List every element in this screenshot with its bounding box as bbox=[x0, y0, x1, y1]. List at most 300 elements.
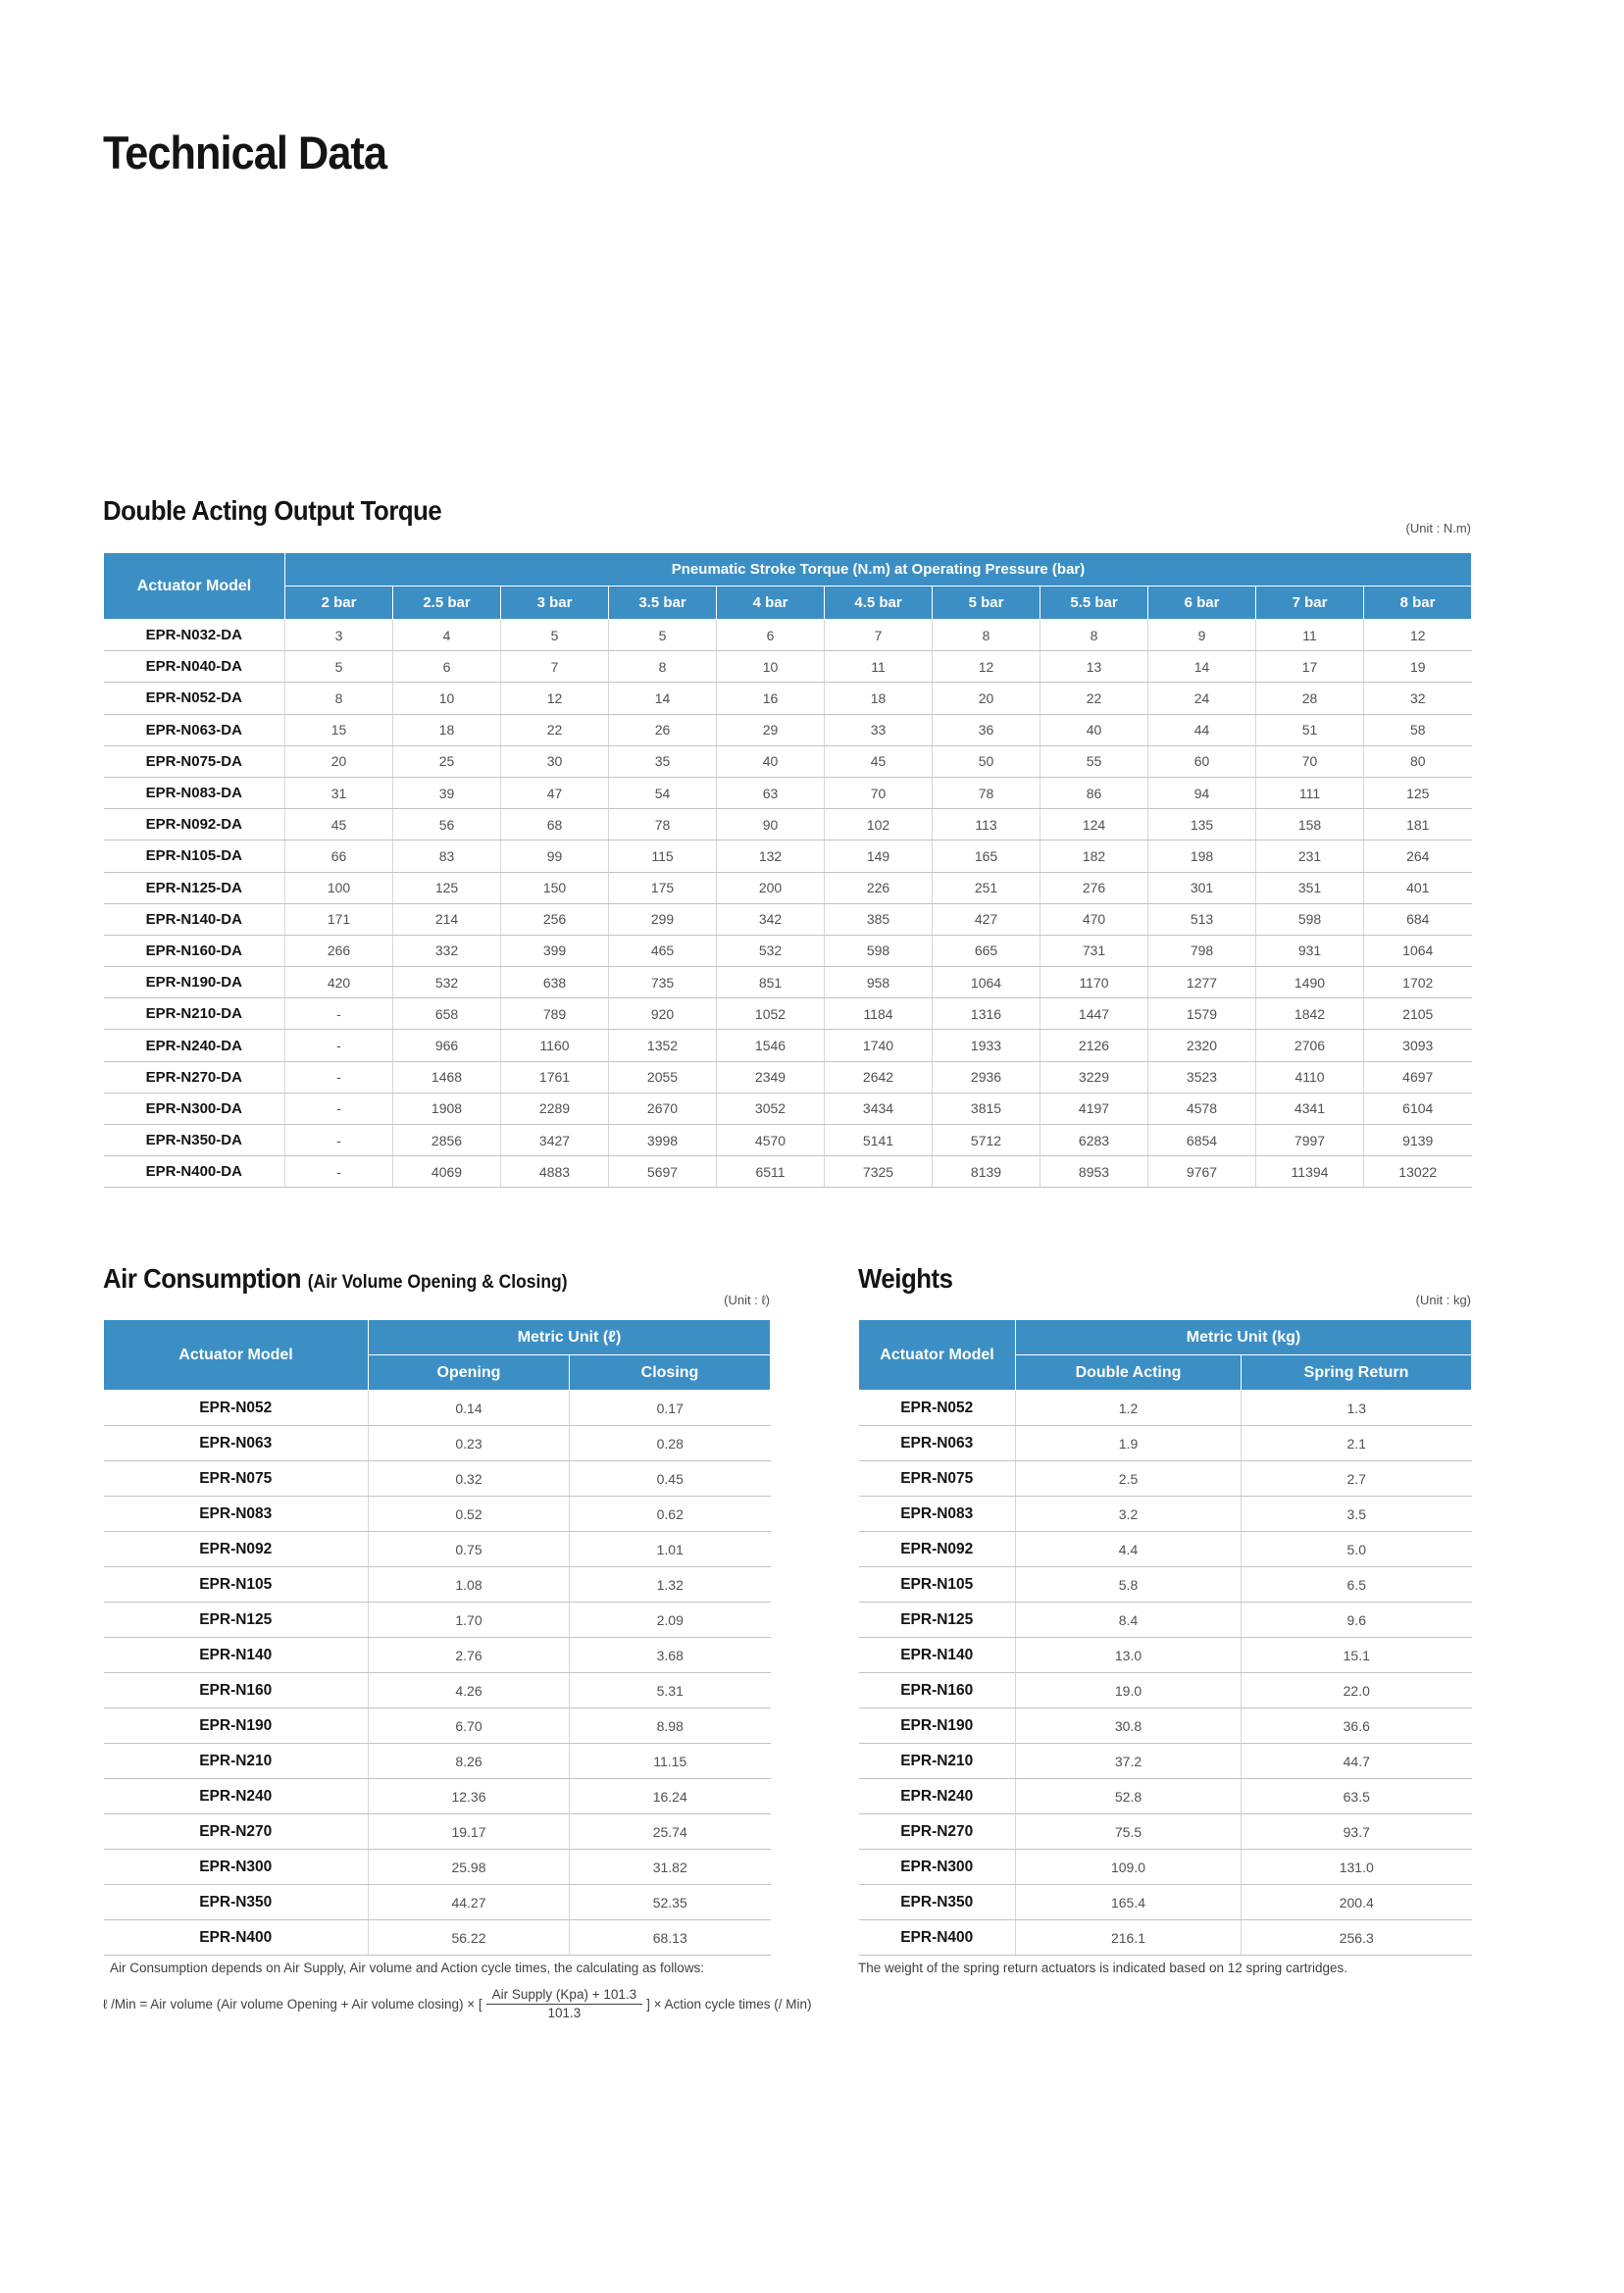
model-cell: EPR-N092 bbox=[859, 1532, 1016, 1567]
value-cell: 28 bbox=[1256, 683, 1364, 714]
value-cell: 0.17 bbox=[570, 1391, 771, 1426]
air-footnote: Air Consumption depends on Air Supply, Air volume and Action cycle times, the calculating as follows: bbox=[110, 1961, 705, 1975]
value-cell: 0.52 bbox=[369, 1497, 570, 1532]
value-cell: 3434 bbox=[825, 1093, 933, 1124]
pressure-column-header: 4 bar bbox=[717, 586, 825, 620]
pressure-column-header: 2.5 bar bbox=[393, 586, 501, 620]
value-cell: 37.2 bbox=[1016, 1744, 1242, 1779]
value-cell: 7 bbox=[501, 651, 609, 683]
value-cell: 2.5 bbox=[1016, 1461, 1242, 1497]
value-cell: 1546 bbox=[717, 1030, 825, 1061]
value-cell: 51 bbox=[1256, 714, 1364, 745]
table-row bbox=[859, 1744, 1472, 1779]
value-cell: 1184 bbox=[825, 998, 933, 1030]
value-cell: 351 bbox=[1256, 872, 1364, 903]
table-row bbox=[104, 903, 1472, 935]
value-cell: 3523 bbox=[1148, 1061, 1256, 1093]
table-row bbox=[859, 1567, 1472, 1603]
model-cell: EPR-N190 bbox=[859, 1708, 1016, 1744]
value-cell: 5.8 bbox=[1016, 1567, 1242, 1603]
value-cell: 86 bbox=[1040, 777, 1148, 808]
value-cell: 131.0 bbox=[1242, 1850, 1472, 1885]
value-cell: 12 bbox=[501, 683, 609, 714]
value-cell: 115 bbox=[609, 841, 717, 872]
pressure-column-header: 5.5 bar bbox=[1040, 586, 1148, 620]
model-cell: EPR-N210 bbox=[859, 1744, 1016, 1779]
value-cell: 1761 bbox=[501, 1061, 609, 1093]
value-cell: 149 bbox=[825, 841, 933, 872]
model-cell: EPR-N075 bbox=[859, 1461, 1016, 1497]
model-cell: EPR-N270 bbox=[859, 1814, 1016, 1850]
value-cell: 99 bbox=[501, 841, 609, 872]
formula-rhs: ] × Action cycle times (/ Min) bbox=[646, 1997, 812, 2013]
table-row bbox=[104, 1885, 771, 1920]
table-row bbox=[104, 1673, 771, 1708]
value-cell: 2.7 bbox=[1242, 1461, 1472, 1497]
value-cell: 10 bbox=[393, 683, 501, 714]
value-cell: 182 bbox=[1040, 841, 1148, 872]
value-cell: 598 bbox=[1256, 903, 1364, 935]
spring-return-column-header: Spring Return bbox=[1242, 1355, 1472, 1391]
air-section-title-text: Air Consumption bbox=[103, 1263, 302, 1294]
table-row bbox=[104, 841, 1472, 872]
value-cell: 1052 bbox=[717, 998, 825, 1030]
value-cell: 6854 bbox=[1148, 1125, 1256, 1156]
value-cell: 4.26 bbox=[369, 1673, 570, 1708]
value-cell: 6104 bbox=[1364, 1093, 1472, 1124]
table-row bbox=[104, 1391, 771, 1426]
weights-section-title: Weights bbox=[858, 1263, 953, 1294]
weights-model-column-header: Actuator Model bbox=[859, 1320, 1016, 1391]
model-cell: EPR-N160 bbox=[104, 1673, 369, 1708]
table-row bbox=[104, 1426, 771, 1461]
value-cell: - bbox=[285, 998, 393, 1030]
value-cell: 214 bbox=[393, 903, 501, 935]
value-cell: 36 bbox=[933, 714, 1040, 745]
value-cell: 2936 bbox=[933, 1061, 1040, 1093]
torque-table bbox=[103, 552, 1472, 1188]
value-cell: 3.68 bbox=[570, 1638, 771, 1673]
value-cell: 56 bbox=[393, 809, 501, 841]
value-cell: 40 bbox=[717, 745, 825, 777]
model-cell: EPR-N083-DA bbox=[104, 777, 285, 808]
table-row bbox=[104, 967, 1472, 998]
air-section-title bbox=[103, 1263, 568, 1295]
model-cell: EPR-N190 bbox=[104, 1708, 369, 1744]
model-cell: EPR-N083 bbox=[859, 1497, 1016, 1532]
value-cell: 25 bbox=[393, 745, 501, 777]
value-cell: 8.98 bbox=[570, 1708, 771, 1744]
model-cell: EPR-N052 bbox=[859, 1391, 1016, 1426]
value-cell: 36.6 bbox=[1242, 1708, 1472, 1744]
table-row bbox=[859, 1497, 1472, 1532]
value-cell: 102 bbox=[825, 809, 933, 841]
model-cell: EPR-N350 bbox=[104, 1885, 369, 1920]
value-cell: 1170 bbox=[1040, 967, 1148, 998]
value-cell: 9 bbox=[1148, 620, 1256, 651]
value-cell: - bbox=[285, 1125, 393, 1156]
value-cell: 684 bbox=[1364, 903, 1472, 935]
value-cell: - bbox=[285, 1156, 393, 1188]
value-cell: 470 bbox=[1040, 903, 1148, 935]
model-cell: EPR-N400 bbox=[104, 1920, 369, 1956]
value-cell: 132 bbox=[717, 841, 825, 872]
value-cell: 0.32 bbox=[369, 1461, 570, 1497]
model-cell: EPR-N063 bbox=[859, 1426, 1016, 1461]
model-cell: EPR-N125 bbox=[104, 1603, 369, 1638]
value-cell: 1316 bbox=[933, 998, 1040, 1030]
value-cell: 40 bbox=[1040, 714, 1148, 745]
value-cell: 226 bbox=[825, 872, 933, 903]
value-cell: 6511 bbox=[717, 1156, 825, 1188]
pressure-column-header: 4.5 bar bbox=[825, 586, 933, 620]
torque-model-column-header: Actuator Model bbox=[104, 553, 285, 620]
pressure-column-header: 2 bar bbox=[285, 586, 393, 620]
model-cell: EPR-N160-DA bbox=[104, 935, 285, 966]
value-cell: 532 bbox=[393, 967, 501, 998]
value-cell: 0.62 bbox=[570, 1497, 771, 1532]
table-row bbox=[859, 1885, 1472, 1920]
value-cell: 256.3 bbox=[1242, 1920, 1472, 1956]
double-acting-column-header: Double Acting bbox=[1016, 1355, 1242, 1391]
value-cell: 8.26 bbox=[369, 1744, 570, 1779]
pressure-column-header: 3 bar bbox=[501, 586, 609, 620]
value-cell: 1.32 bbox=[570, 1567, 771, 1603]
value-cell: 135 bbox=[1148, 809, 1256, 841]
closing-column-header: Closing bbox=[570, 1355, 771, 1391]
value-cell: 251 bbox=[933, 872, 1040, 903]
value-cell: 4 bbox=[393, 620, 501, 651]
table-row bbox=[104, 1779, 771, 1814]
value-cell: 266 bbox=[285, 935, 393, 966]
value-cell: 5141 bbox=[825, 1125, 933, 1156]
value-cell: 124 bbox=[1040, 809, 1148, 841]
value-cell: 399 bbox=[501, 935, 609, 966]
value-cell: 198 bbox=[1148, 841, 1256, 872]
value-cell: 1702 bbox=[1364, 967, 1472, 998]
value-cell: 83 bbox=[393, 841, 501, 872]
value-cell: 165.4 bbox=[1016, 1885, 1242, 1920]
value-cell: 5.0 bbox=[1242, 1532, 1472, 1567]
value-cell: 1.01 bbox=[570, 1532, 771, 1567]
value-cell: 966 bbox=[393, 1030, 501, 1061]
value-cell: 216.1 bbox=[1016, 1920, 1242, 1956]
model-cell: EPR-N075 bbox=[104, 1461, 369, 1497]
table-row bbox=[104, 1093, 1472, 1124]
table-row bbox=[104, 1850, 771, 1885]
value-cell: 17 bbox=[1256, 651, 1364, 683]
pressure-column-header: 8 bar bbox=[1364, 586, 1472, 620]
value-cell: 2.09 bbox=[570, 1603, 771, 1638]
value-cell: 2.76 bbox=[369, 1638, 570, 1673]
value-cell: 1064 bbox=[1364, 935, 1472, 966]
model-cell: EPR-N063 bbox=[104, 1426, 369, 1461]
value-cell: 1277 bbox=[1148, 967, 1256, 998]
formula-denominator: 101.3 bbox=[547, 2006, 582, 2021]
value-cell: 1352 bbox=[609, 1030, 717, 1061]
value-cell: 63 bbox=[717, 777, 825, 808]
value-cell: 125 bbox=[393, 872, 501, 903]
value-cell: 4.4 bbox=[1016, 1532, 1242, 1567]
value-cell: 2320 bbox=[1148, 1030, 1256, 1061]
value-cell: 332 bbox=[393, 935, 501, 966]
model-cell: EPR-N105 bbox=[859, 1567, 1016, 1603]
value-cell: 25.98 bbox=[369, 1850, 570, 1885]
model-cell: EPR-N105-DA bbox=[104, 841, 285, 872]
formula-fraction bbox=[486, 1987, 642, 2021]
value-cell: 1842 bbox=[1256, 998, 1364, 1030]
value-cell: 264 bbox=[1364, 841, 1472, 872]
value-cell: 94 bbox=[1148, 777, 1256, 808]
value-cell: 731 bbox=[1040, 935, 1148, 966]
value-cell: 598 bbox=[825, 935, 933, 966]
value-cell: 3093 bbox=[1364, 1030, 1472, 1061]
table-row bbox=[859, 1708, 1472, 1744]
value-cell: 19.17 bbox=[369, 1814, 570, 1850]
table-row bbox=[859, 1603, 1472, 1638]
weights-unit-label: (Unit : kg) bbox=[1415, 1293, 1471, 1307]
table-row bbox=[104, 1125, 1472, 1156]
model-cell: EPR-N300 bbox=[104, 1850, 369, 1885]
value-cell: 13022 bbox=[1364, 1156, 1472, 1188]
value-cell: 2706 bbox=[1256, 1030, 1364, 1061]
value-cell: 70 bbox=[825, 777, 933, 808]
page-title: Technical Data bbox=[103, 127, 387, 178]
model-cell: EPR-N270-DA bbox=[104, 1061, 285, 1093]
value-cell: 200 bbox=[717, 872, 825, 903]
value-cell: 3998 bbox=[609, 1125, 717, 1156]
value-cell: 9.6 bbox=[1242, 1603, 1472, 1638]
table-row bbox=[104, 777, 1472, 808]
value-cell: 1740 bbox=[825, 1030, 933, 1061]
value-cell: 0.75 bbox=[369, 1532, 570, 1567]
pressure-column-header: 7 bar bbox=[1256, 586, 1364, 620]
value-cell: 4197 bbox=[1040, 1093, 1148, 1124]
table-row bbox=[104, 745, 1472, 777]
model-cell: EPR-N240 bbox=[859, 1779, 1016, 1814]
table-row bbox=[104, 620, 1472, 651]
value-cell: 22.0 bbox=[1242, 1673, 1472, 1708]
value-cell: 789 bbox=[501, 998, 609, 1030]
value-cell: 3052 bbox=[717, 1093, 825, 1124]
model-cell: EPR-N125 bbox=[859, 1603, 1016, 1638]
table-row bbox=[104, 935, 1472, 966]
air-formula bbox=[103, 1987, 812, 2021]
value-cell: 6.5 bbox=[1242, 1567, 1472, 1603]
value-cell: 8 bbox=[933, 620, 1040, 651]
value-cell: 401 bbox=[1364, 872, 1472, 903]
model-cell: EPR-N052-DA bbox=[104, 683, 285, 714]
value-cell: 465 bbox=[609, 935, 717, 966]
value-cell: 29 bbox=[717, 714, 825, 745]
value-cell: 4697 bbox=[1364, 1061, 1472, 1093]
value-cell: 50 bbox=[933, 745, 1040, 777]
value-cell: 1.70 bbox=[369, 1603, 570, 1638]
value-cell: 60 bbox=[1148, 745, 1256, 777]
value-cell: 16 bbox=[717, 683, 825, 714]
table-row bbox=[104, 1638, 771, 1673]
table-row bbox=[104, 683, 1472, 714]
model-cell: EPR-N063-DA bbox=[104, 714, 285, 745]
value-cell: 420 bbox=[285, 967, 393, 998]
value-cell: 4570 bbox=[717, 1125, 825, 1156]
value-cell: 4110 bbox=[1256, 1061, 1364, 1093]
table-row bbox=[859, 1814, 1472, 1850]
model-cell: EPR-N400 bbox=[859, 1920, 1016, 1956]
value-cell: 931 bbox=[1256, 935, 1364, 966]
model-cell: EPR-N105 bbox=[104, 1567, 369, 1603]
pressure-column-header: 3.5 bar bbox=[609, 586, 717, 620]
value-cell: 56.22 bbox=[369, 1920, 570, 1956]
value-cell: 14 bbox=[1148, 651, 1256, 683]
value-cell: 958 bbox=[825, 967, 933, 998]
table-row bbox=[104, 1030, 1472, 1061]
value-cell: 31 bbox=[285, 777, 393, 808]
value-cell: 2349 bbox=[717, 1061, 825, 1093]
value-cell: 13 bbox=[1040, 651, 1148, 683]
value-cell: 665 bbox=[933, 935, 1040, 966]
value-cell: - bbox=[285, 1061, 393, 1093]
weights-table bbox=[858, 1319, 1472, 1956]
table-row bbox=[104, 1567, 771, 1603]
air-section-subtitle: (Air Volume Opening & Closing) bbox=[307, 1272, 568, 1293]
model-cell: EPR-N350-DA bbox=[104, 1125, 285, 1156]
model-cell: EPR-N210-DA bbox=[104, 998, 285, 1030]
value-cell: 32 bbox=[1364, 683, 1472, 714]
value-cell: 165 bbox=[933, 841, 1040, 872]
value-cell: 30 bbox=[501, 745, 609, 777]
value-cell: 1064 bbox=[933, 967, 1040, 998]
value-cell: 15.1 bbox=[1242, 1638, 1472, 1673]
table-row bbox=[104, 1603, 771, 1638]
value-cell: 2642 bbox=[825, 1061, 933, 1093]
value-cell: 45 bbox=[285, 809, 393, 841]
value-cell: 52.8 bbox=[1016, 1779, 1242, 1814]
value-cell: 100 bbox=[285, 872, 393, 903]
value-cell: 11 bbox=[825, 651, 933, 683]
model-cell: EPR-N160 bbox=[859, 1673, 1016, 1708]
model-cell: EPR-N083 bbox=[104, 1497, 369, 1532]
value-cell: 1908 bbox=[393, 1093, 501, 1124]
value-cell: 20 bbox=[285, 745, 393, 777]
value-cell: 7 bbox=[825, 620, 933, 651]
value-cell: 8 bbox=[285, 683, 393, 714]
value-cell: 2055 bbox=[609, 1061, 717, 1093]
value-cell: 39 bbox=[393, 777, 501, 808]
value-cell: 150 bbox=[501, 872, 609, 903]
value-cell: 2856 bbox=[393, 1125, 501, 1156]
value-cell: 1.2 bbox=[1016, 1391, 1242, 1426]
model-cell: EPR-N040-DA bbox=[104, 651, 285, 683]
value-cell: 11394 bbox=[1256, 1156, 1364, 1188]
model-cell: EPR-N350 bbox=[859, 1885, 1016, 1920]
table-row bbox=[104, 1156, 1472, 1188]
value-cell: 1447 bbox=[1040, 998, 1148, 1030]
value-cell: 3427 bbox=[501, 1125, 609, 1156]
value-cell: 6 bbox=[717, 620, 825, 651]
value-cell: 3815 bbox=[933, 1093, 1040, 1124]
value-cell: 1.08 bbox=[369, 1567, 570, 1603]
value-cell: 3.5 bbox=[1242, 1497, 1472, 1532]
value-cell: 125 bbox=[1364, 777, 1472, 808]
value-cell: 22 bbox=[501, 714, 609, 745]
value-cell: 12 bbox=[1364, 620, 1472, 651]
value-cell: 75.5 bbox=[1016, 1814, 1242, 1850]
model-cell: EPR-N140-DA bbox=[104, 903, 285, 935]
value-cell: 1.3 bbox=[1242, 1391, 1472, 1426]
weights-group-header: Metric Unit (kg) bbox=[1016, 1320, 1472, 1355]
value-cell: 66 bbox=[285, 841, 393, 872]
value-cell: 16.24 bbox=[570, 1779, 771, 1814]
value-cell: 8.4 bbox=[1016, 1603, 1242, 1638]
air-model-column-header: Actuator Model bbox=[104, 1320, 369, 1391]
value-cell: 19.0 bbox=[1016, 1673, 1242, 1708]
torque-group-header: Pneumatic Stroke Torque (N.m) at Operating Pressure (bar) bbox=[285, 553, 1472, 586]
value-cell: 33 bbox=[825, 714, 933, 745]
value-cell: 30.8 bbox=[1016, 1708, 1242, 1744]
value-cell: 1579 bbox=[1148, 998, 1256, 1030]
value-cell: 12 bbox=[933, 651, 1040, 683]
torque-unit-label: (Unit : N.m) bbox=[1405, 521, 1471, 535]
value-cell: 2126 bbox=[1040, 1030, 1148, 1061]
value-cell: - bbox=[285, 1093, 393, 1124]
value-cell: 113 bbox=[933, 809, 1040, 841]
model-cell: EPR-N032-DA bbox=[104, 620, 285, 651]
value-cell: 181 bbox=[1364, 809, 1472, 841]
pressure-column-header: 5 bar bbox=[933, 586, 1040, 620]
weights-footnote: The weight of the spring return actuators is indicated based on 12 spring cartridges. bbox=[858, 1961, 1348, 1975]
air-unit-label: (Unit : ℓ) bbox=[724, 1293, 770, 1307]
model-cell: EPR-N075-DA bbox=[104, 745, 285, 777]
value-cell: 25.74 bbox=[570, 1814, 771, 1850]
model-cell: EPR-N140 bbox=[859, 1638, 1016, 1673]
table-row bbox=[859, 1920, 1472, 1956]
value-cell: 3229 bbox=[1040, 1061, 1148, 1093]
value-cell: 80 bbox=[1364, 745, 1472, 777]
value-cell: 93.7 bbox=[1242, 1814, 1472, 1850]
value-cell: 111 bbox=[1256, 777, 1364, 808]
table-row bbox=[859, 1391, 1472, 1426]
value-cell: 5.31 bbox=[570, 1673, 771, 1708]
value-cell: 1933 bbox=[933, 1030, 1040, 1061]
value-cell: 427 bbox=[933, 903, 1040, 935]
table-row bbox=[104, 651, 1472, 683]
value-cell: 5712 bbox=[933, 1125, 1040, 1156]
value-cell: 7997 bbox=[1256, 1125, 1364, 1156]
table-row bbox=[859, 1638, 1472, 1673]
value-cell: 18 bbox=[825, 683, 933, 714]
value-cell: 638 bbox=[501, 967, 609, 998]
value-cell: 3 bbox=[285, 620, 393, 651]
value-cell: 11.15 bbox=[570, 1744, 771, 1779]
value-cell: 276 bbox=[1040, 872, 1148, 903]
value-cell: 8 bbox=[609, 651, 717, 683]
value-cell: 19 bbox=[1364, 651, 1472, 683]
value-cell: 45 bbox=[825, 745, 933, 777]
table-row bbox=[859, 1461, 1472, 1497]
model-cell: EPR-N140 bbox=[104, 1638, 369, 1673]
value-cell: 1160 bbox=[501, 1030, 609, 1061]
value-cell: 4341 bbox=[1256, 1093, 1364, 1124]
model-cell: EPR-N400-DA bbox=[104, 1156, 285, 1188]
air-consumption-table bbox=[103, 1319, 771, 1956]
formula-numerator: Air Supply (Kpa) + 101.3 bbox=[486, 1987, 642, 2005]
value-cell: 0.28 bbox=[570, 1426, 771, 1461]
value-cell: 44.7 bbox=[1242, 1744, 1472, 1779]
value-cell: 2105 bbox=[1364, 998, 1472, 1030]
value-cell: 1468 bbox=[393, 1061, 501, 1093]
value-cell: 55 bbox=[1040, 745, 1148, 777]
